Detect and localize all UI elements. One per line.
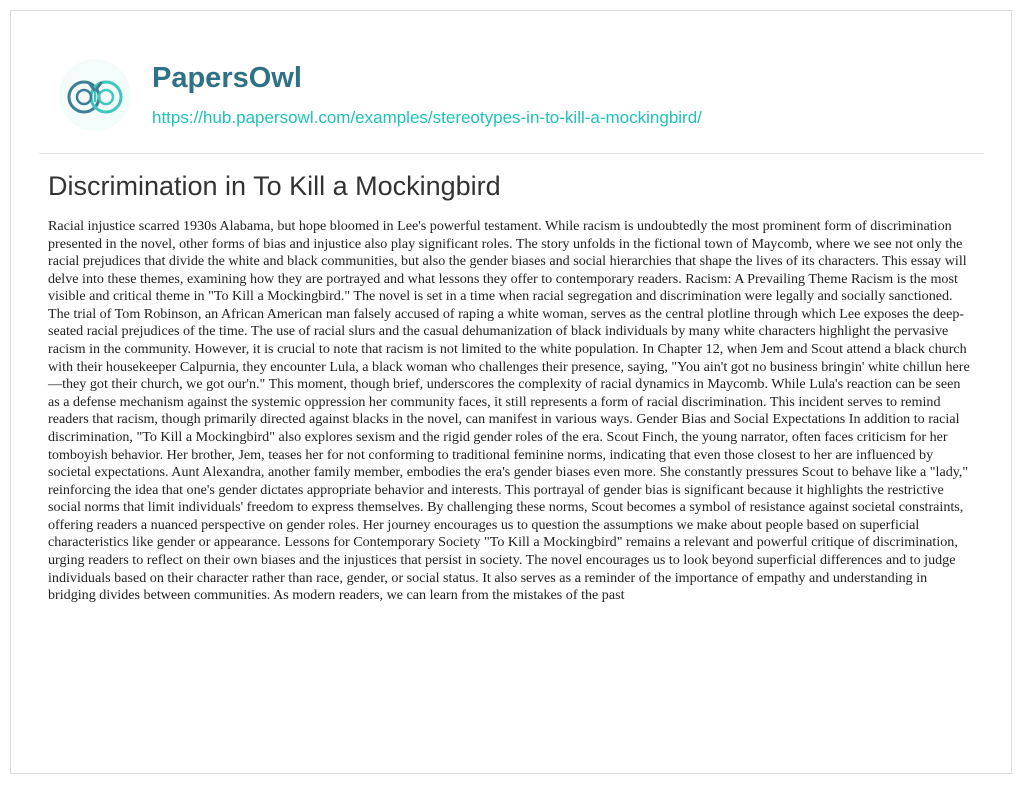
source-url-link[interactable]: https://hub.papersowl.com/examples/stereotypes-in-to-kill-a-mockingbird/ — [152, 108, 702, 127]
article-title: Discrimination in To Kill a Mockingbird — [48, 171, 501, 201]
article-body-text: Racial injustice scarred 1930s Alabama, but hope bloomed in Lee's powerful testament. While racism is undoubtedly the most prominent form of discrimination presented in the novel, other forms of bias and injustice also play significant roles. The story unfolds in the fictional town of Maycomb, where we see not only the racial prejudices that divide the white and black communities, but also the gender biases and social hierarchies that shape the lives of its characters. This essay will delve into these themes, examining how they are portrayed and what lessons they offer to contemporary readers. Racism: A Prevailing Theme Racism is the most visible and critical theme in "To Kill a Mockingbird." The novel is set in a time when racial segregation and discrimination were legally and socially sanctioned. The trial of Tom Robinson, an African American man falsely accused of raping a white woman, serves as the central plotline through which Lee exposes the deep-seated racial prejudices of the time. The use of racial slurs and the casual dehumanization of black individuals by many white characters highlight the pervasive racism in the community. However, it is crucial to note that racism is not limited to the white population. In Chapter 12, when Jem and Scout attend a black church with their housekeeper Calpurnia, they encounter Lula, a black woman who challenges their presence, saying, "You ain't got no business bringin' white chillun here—they got their church, we got our'n." This moment, though brief, underscores the complexity of racial dynamics in Maycomb. While Lula's reaction can be seen as a defense mechanism against the systemic oppression her community faces, it still represents a form of racial discrimination. This incident serves to remind readers that racism, though primarily directed against blacks in the novel, can manifest in various ways. Gender Bias and Social Expectations In addition to racial discrimination, "To Kill a Mockingbird" also explores sexism and the rigid gender roles of the era. Scout Finch, the young narrator, often faces criticism for her tomboyish behavior. Her brother, Jem, teases her for not conforming to traditional feminine norms, indicating that even those closest to her are influenced by societal expectations. Aunt Alexandra, another family member, embodies the era's gender biases even more. She constantly pressures Scout to behave like a "lady," reinforcing the idea that one's gender dictates appropriate behavior and interests. This portrayal of gender bias is significant because it highlights the restrictive social norms that limit individuals' freedom to express themselves. By challenging these norms, Scout becomes a symbol of resistance against societal constraints, offering readers a nuanced perspective on gender roles. Her journey encourages us to question the assumptions we make about people based on superficial characteristics like gender or appearance. Lessons for Contemporary Society "To Kill a Mockingbird" remains a relevant and powerful critique of discrimination, urging readers to reflect on their own biases and the injustices that persist in society. The novel encourages us to look beyond superficial differences and to judge individuals based on their character rather than race, gender, or social status. It also serves as a reminder of the importance of empathy and understanding in bridging divides between communities. As modern readers, we can learn from the mistakes of the past — [48, 218, 970, 604]
header-divider — [39, 153, 984, 154]
owl-eyes-logo-icon[interactable] — [56, 56, 134, 134]
site-header — [38, 44, 978, 154]
brand-name[interactable]: PapersOwl — [152, 62, 302, 94]
